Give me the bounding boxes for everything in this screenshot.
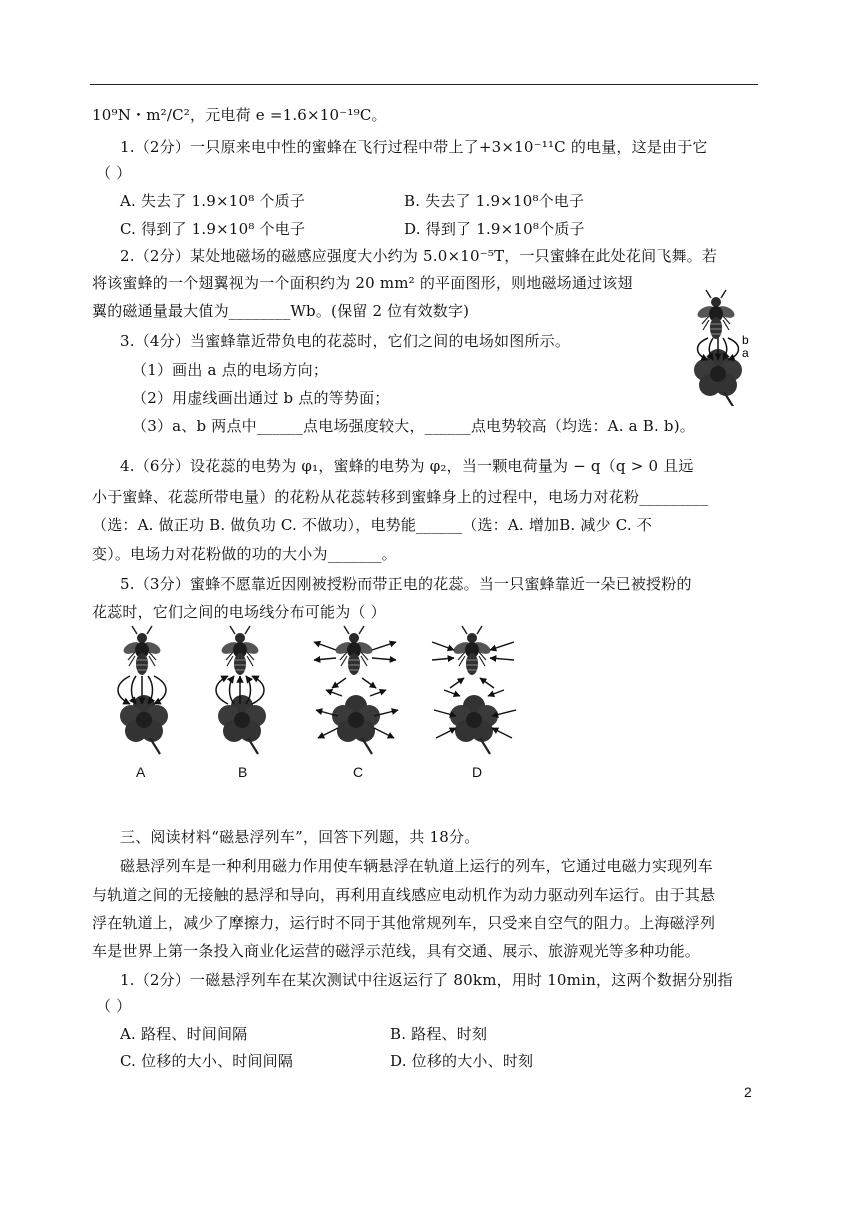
- q5-caption-c: C: [353, 764, 364, 780]
- constants-line: 10⁹N・m²/C²，元电荷 e =1.6×10⁻¹⁹C。: [92, 106, 387, 124]
- q3-sub1: （1）画出 a 点的电场方向；: [132, 361, 329, 379]
- q1-option-d: D. 得到了 1.9×10⁸个质子: [404, 220, 585, 238]
- q1-answer-paren: （ ）: [96, 164, 132, 182]
- section3-heading: 三、阅读材料“磁悬浮列车”，回答下列题，共 18分。: [120, 828, 480, 846]
- q5-caption-b: B: [238, 764, 248, 780]
- section3-para-line2: 与轨道之间的无接触的悬浮和导向，再利用直线感应电动机作为动力驱动列车运行。由于其悬: [92, 886, 716, 904]
- section3-para-line3: 浮在轨道上，减少了摩擦力，运行时不同于其他常规列车，只受来自空气的阻力。上海磁浮列: [92, 914, 716, 932]
- point-a-label: a: [742, 346, 749, 360]
- q5-caption-d: D: [472, 764, 483, 780]
- q3-field-figure: [678, 288, 758, 406]
- q2-line3: 翼的磁通量最大值为________Wb。(保留 2 位有效数字): [92, 302, 470, 320]
- q5-option-b-figure: [198, 620, 288, 755]
- sq1-stem: 1.（2分）一磁悬浮列车在某次测试中往返运行了 80km，用时 10min，这两个数据分别指: [120, 971, 733, 989]
- q4-line4: 变）。电场力对花粉做的功的大小为_______。: [92, 545, 397, 563]
- q5-line1: 5.（3分）蜜蜂不愿靠近因刚被授粉而带正电的花蕊。当一只蜜蜂靠近一朵已被授粉的: [120, 575, 692, 593]
- page-number: 2: [744, 1084, 752, 1100]
- q2-line2: 将该蜜蜂的一个翅翼视为一个面积约为 20 mm² 的平面图形，则地磁场通过该翅: [92, 274, 633, 292]
- q1-option-c: C. 得到了 1.9×10⁸ 个电子: [120, 220, 306, 238]
- q5-line2: 花蕊时，它们之间的电场线分布可能为（ ）: [92, 603, 386, 621]
- field-line: [728, 338, 739, 360]
- sq1-option-b: B. 路程、时刻: [390, 1025, 488, 1043]
- section3-para-line4: 车是世界上第一条投入商业化运营的磁浮示范线，具有交通、展示、旅游观光等多种功能。: [92, 942, 701, 960]
- q5-option-a-figure: [100, 620, 190, 755]
- q5-option-d-figure: [420, 620, 530, 755]
- q3-stem: 3.（4分）当蜜蜂靠近带负电的花蕊时，它们之间的电场如图所示。: [120, 332, 571, 350]
- q3-sub3: （3）a、b 两点中______点电场强度较大，______点电势较高（均选：A. a B. b)。: [132, 417, 695, 435]
- sq1-option-c: C. 位移的大小、时间间隔: [120, 1052, 294, 1070]
- point-b-label: b: [742, 333, 749, 347]
- q3-sub2: （2）用虚线画出通过 b 点的等势面；: [132, 389, 390, 407]
- q1-option-a: A. 失去了 1.9×10⁸ 个质子: [120, 192, 306, 210]
- q5-option-c-figure: [302, 620, 412, 755]
- field-line: [698, 338, 709, 360]
- q4-line2: 小于蜜蜂、花蕊所带电量）的花粉从花蕊转移到蜜蜂身上的过程中，电场力对花粉_________: [92, 488, 709, 506]
- q4-line3: （选：A. 做正功 B. 做负功 C. 不做功），电势能______（选：A. 增加B. 减少 C. 不: [92, 516, 653, 534]
- q4-line1: 4.（6分）设花蕊的电势为 φ₁，蜜蜂的电势为 φ₂，当一颗电荷量为 − q（q > 0 且远: [120, 457, 694, 475]
- section3-para-line1: 磁悬浮列车是一种利用磁力作用使车辆悬浮在轨道上运行的列车，它通过电磁力实现列车: [120, 857, 713, 875]
- sq1-option-a: A. 路程、时间间隔: [120, 1025, 248, 1043]
- q1-option-b: B. 失去了 1.9×10⁸个电子: [404, 192, 585, 210]
- q1-stem: 1.（2分）一只原来电中性的蜜蜂在飞行过程中带上了+3×10⁻¹¹C 的电量，这是由于它: [120, 138, 708, 156]
- sq1-answer-paren: （ ）: [96, 997, 132, 1015]
- header-rule: [90, 84, 758, 85]
- q2-line1: 2.（2分）某处地磁场的磁感应强度大小约为 5.0×10⁻⁵T，一只蜜蜂在此处花间飞舞。若: [120, 247, 718, 265]
- sq1-option-d: D. 位移的大小、时刻: [390, 1052, 534, 1070]
- q5-caption-a: A: [136, 764, 146, 780]
